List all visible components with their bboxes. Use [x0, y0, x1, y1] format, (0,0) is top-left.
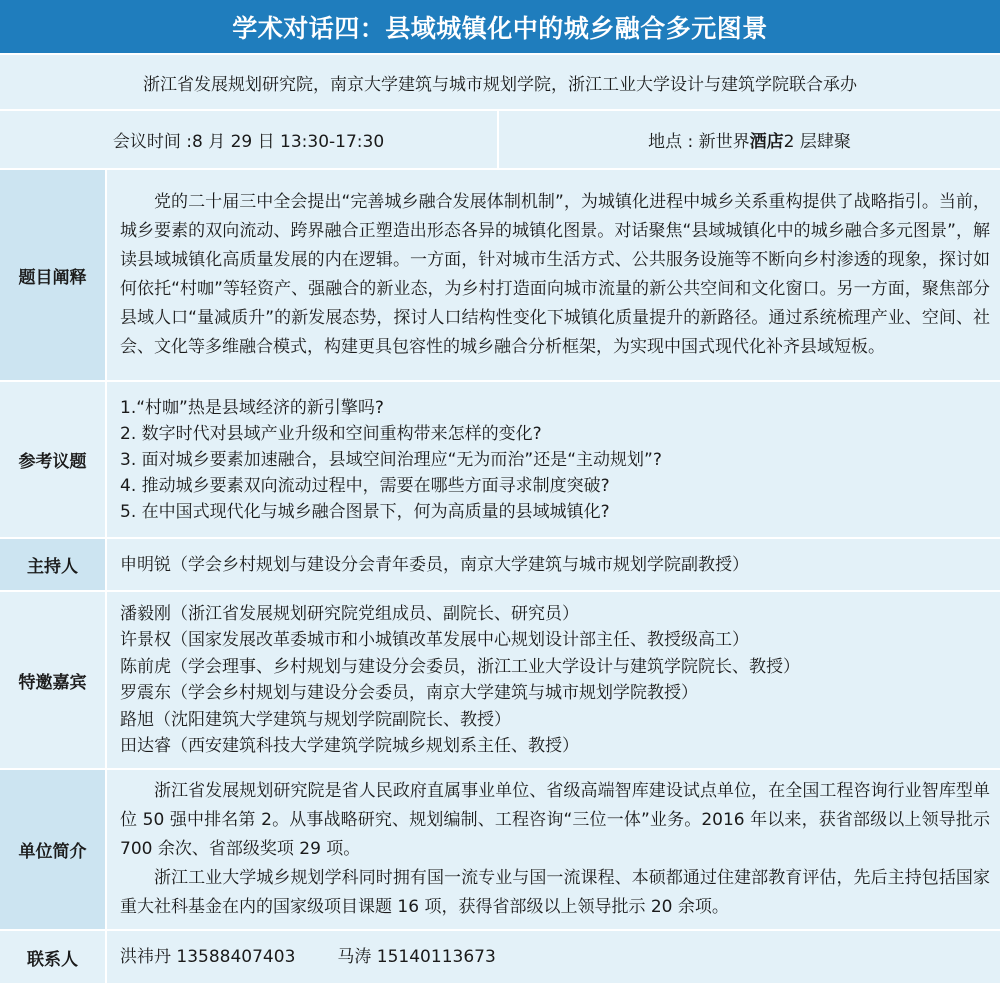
guest-item: 许景权（国家发展改革委城市和小城镇改革发展中心规划设计部主任、教授级高工） [120, 630, 749, 650]
contact-row [0, 929, 1000, 983]
unit-paragraph: 浙江工业大学城乡规划学科同时拥有国一流专业与国一流课程、本硕都通过住建部教育评估，先后主持包括国家重大社科基金在内的国家级项目课题 16 项，获得省部级以上领导批示 20 余项。 [120, 868, 990, 917]
guest-item: 陈前虎（学会理事、乡村规划与建设分会委员，浙江工业大学设计与建筑学院院长、教授） [120, 656, 800, 677]
host-text: 申明锐（学会乡村规划与建设分会青年委员，南京大学建筑与城市规划学院副教授） [120, 554, 749, 575]
question-item: 5. 在中国式现代化与城乡融合图景下，何为高质量的县域城镇化? [120, 501, 610, 522]
topic-row [0, 168, 1000, 380]
location-venue: 酒店 [749, 132, 784, 152]
question-item: 4. 推动城乡要素双向流动过程中，需要在哪些方面寻求制度突破? [120, 475, 610, 496]
question-item: 1.“村咖”热是县域经济的新引擎吗? [120, 397, 384, 418]
page-title: 学术对话四：县域城镇化中的城乡融合多元图景 [0, 0, 1000, 53]
contact-person-1: 洪祎丹 13588407403 [120, 947, 296, 967]
guest-item: 罗震东（学会乡村规划与建设分会委员，南京大学建筑与城市规划学院教授） [120, 683, 698, 703]
units-row [0, 768, 1000, 929]
location-suffix: 2 层肆聚 [783, 132, 851, 152]
questions-label: 参考议题 [0, 382, 107, 537]
contact-label: 联系人 [0, 931, 107, 983]
questions-list [108, 382, 1000, 537]
location-prefix: 地点 : 新世界 [648, 132, 750, 152]
host-label: 主持人 [0, 539, 107, 590]
unit-paragraph: 浙江省发展规划研究院是省人民政府直属事业单位、省级高端智库建设试点单位，在全国工程咨询行业智库型单位 50 强中排名第 2。从事战略研究、规划编制、工程咨询“三位一体”业务。2016 年以来，获省部级以上领导批示 700 余次、省部级奖项 29 项。 [120, 781, 990, 859]
guests-list [108, 592, 1000, 768]
units-label: 单位简介 [0, 770, 107, 929]
topic-label: 题目阐释 [0, 170, 107, 380]
organizers-row [0, 53, 1000, 109]
contact-person-2: 马涛 15140113673 [337, 947, 496, 967]
guest-item: 田达睿（西安建筑科技大学建筑学院城乡规划系主任、教授） [120, 736, 579, 756]
guest-item: 路旭（沈阳建筑大学建筑与规划学院副院长、教授） [120, 709, 511, 730]
question-item: 2. 数字时代对县域产业升级和空间重构带来怎样的变化? [120, 423, 542, 444]
host-row [0, 537, 1000, 590]
guests-row [0, 590, 1000, 768]
questions-row [0, 380, 1000, 537]
topic-text: 党的二十届三中全会提出“完善城乡融合发展体制机制”，为城镇化进程中城乡关系重构提供了战略指引。当前，城乡要素的双向流动、跨界融合正塑造出形态各异的城镇化图景。对话聚焦“县域城镇化中的城乡融合多元图景”，解读县域城镇化高质量发展的内在逻辑。一方面，针对城市生活方式、公共服务设施等不断向乡村渗透的现象，探讨如何依托“村咖”等轻资产、强融合的新业态，为乡村打造面向城市流量的新公共空间和文化窗口。另一方面，聚焦部分县域人口“量减质升”的新发展态势，探讨人口结构性变化下城镇化质量提升的新路径。通过系统梳理产业、空间、社会、文化等多维融合模式，构建更具包容性的城乡融合分析框架，为实现中国式现代化补齐县域短板。 [120, 192, 990, 357]
question-item: 3. 面对城乡要素加速融合，县域空间治理应“无为而治”还是“主动规划”? [120, 449, 662, 470]
guest-item: 潘毅刚（浙江省发展规划研究院党组成员、副院长、研究员） [120, 603, 579, 624]
meeting-time: 会议时间 :8 月 29 日 13:30-17:30 [0, 111, 499, 168]
meeting-info-row [0, 109, 1000, 168]
meeting-location [499, 111, 1000, 168]
organizers-text: 浙江省发展规划研究院，南京大学建筑与城市规划学院，浙江工业大学设计与建筑学院联合承办 [143, 74, 857, 95]
guests-label: 特邀嘉宾 [0, 592, 107, 768]
